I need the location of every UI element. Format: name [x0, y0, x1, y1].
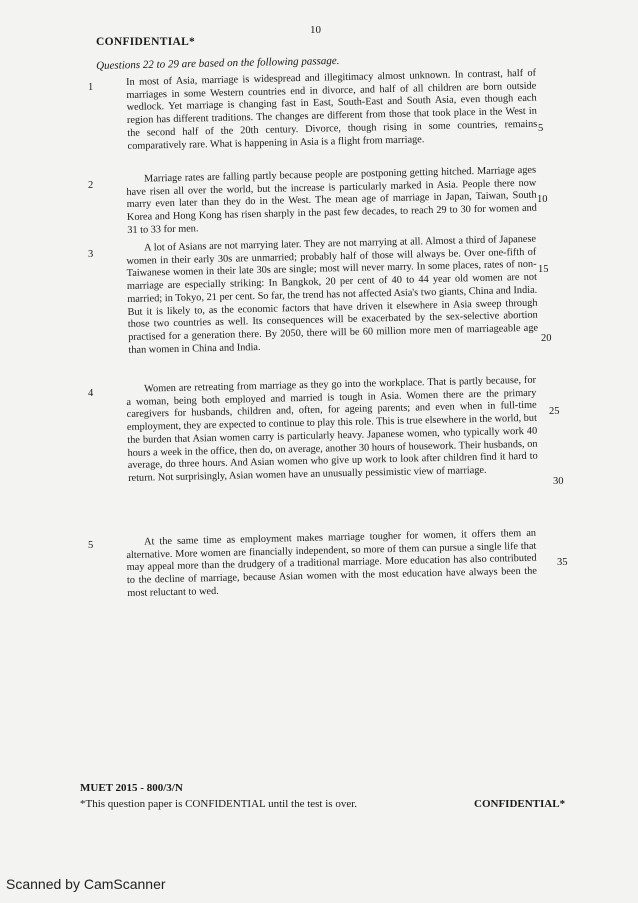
passage-instruction: Questions 22 to 29 are based on the following passage. [96, 54, 340, 72]
paragraph-1 [126, 68, 538, 154]
paragraph-4 [126, 375, 538, 486]
paragraph-3-text: A lot of Asians are not marrying later. They are not marrying at all. Almost a third of Japanese women in their early 30s are unmarried; probably half of those will always be. Over one-fifth of Taiwanese women in their late 30s are single; most will never marry. In some places, rates of non-marriage are especially striking: In Bangkok, 20 per cent of 40 to 44 year old women are not married; in Tokyo, 21 per cent. So far, the trend has not affected Asia's two giants, China and India. But it is likely to, as the economic factors that have driven it elsewhere in Asia sweep through those two countries as well. Its consequences will be exacerbated by the sex-selective abortion practised for a generation there. By 2050, there will be 60 million more men of marriageable age than women in China and India. [126, 233, 539, 356]
paragraph-number-3: 3 [88, 249, 94, 260]
confidential-footer: CONFIDENTIAL* [474, 798, 566, 810]
line-number-20: 20 [541, 333, 552, 344]
confidential-header: CONFIDENTIAL* [96, 36, 196, 48]
line-number-5: 5 [538, 123, 544, 134]
line-number-30: 30 [553, 476, 564, 487]
paragraph-2 [126, 165, 537, 238]
paragraph-2-text: Marriage rates are falling partly because people are postponing getting hitched. Marriage ages have risen all over the world, but the increase is particularly marked in Asia. People there now marry even later than they do in the West. The mean age of marriage in Japan, Taiwan, South Korea and Hong Kong has risen sharply in the past few decades, to reach 29 to 30 for women and 31 to 33 for men. [126, 164, 538, 236]
paragraph-5-text: At the same time as employment makes marriage tougher for women, it offers them an alternative. More women are financially independent, so more of them can pursue a single life that may appeal more than the drudgery of a traditional marriage. More education has also contributed to the decline of marriage, because Asian women with the most education have always been the most reluctant to wed. [126, 527, 538, 599]
paragraph-4-text: Women are retreating from marriage as they go into the workplace. That is partly because, for a woman, being both employed and married is tough in Asia. Women there are the primary caregivers for husbands, children and, often, for ageing parents; and even when in full-time employment, they are expected to continue to play this role. This is true elsewhere in the world, but the burden that Asian women carry is particularly heavy. Japanese women, who typically work 40 hours a week in the office, then do, on average, another 30 hours of housework. Their husbands, on average, do three hours. And Asian women who give up work to look after children find it hard to return. Not surprisingly, Asian women have an unusually pessimistic view of marriage. [126, 374, 538, 484]
paragraph-5 [126, 528, 537, 601]
paragraph-number-1: 1 [88, 82, 94, 93]
paragraph-1-text: In most of Asia, marriage is widespread and illegitimacy almost unknown. In contrast, half of marriages in some Western countries end in divorce, and half of all children are born outside wedlock. Yet marriage is changing fast in East, South-East and South Asia, even though each region has different traditions. The changes are different from those that took place in the West in the second half of the 20th century. Divorce, though rising in some countries, remains comparatively rare. What is happening in Asia is a flight from marriage. [126, 67, 538, 152]
line-number-15: 15 [538, 264, 549, 275]
page-number: 10 [310, 24, 321, 36]
line-number-25: 25 [549, 406, 560, 417]
line-number-35: 35 [557, 557, 568, 568]
paragraph-3 [126, 234, 538, 358]
line-number-10: 10 [537, 194, 548, 205]
paragraph-number-5: 5 [88, 540, 94, 551]
paper-code: MUET 2015 - 800/3/N [80, 782, 183, 794]
scanner-watermark: Scanned by CamScanner [6, 876, 166, 892]
paragraph-number-2: 2 [88, 180, 94, 191]
confidential-note: *This question paper is CONFIDENTIAL until the test is over. [80, 798, 358, 810]
paragraph-number-4: 4 [88, 388, 94, 399]
